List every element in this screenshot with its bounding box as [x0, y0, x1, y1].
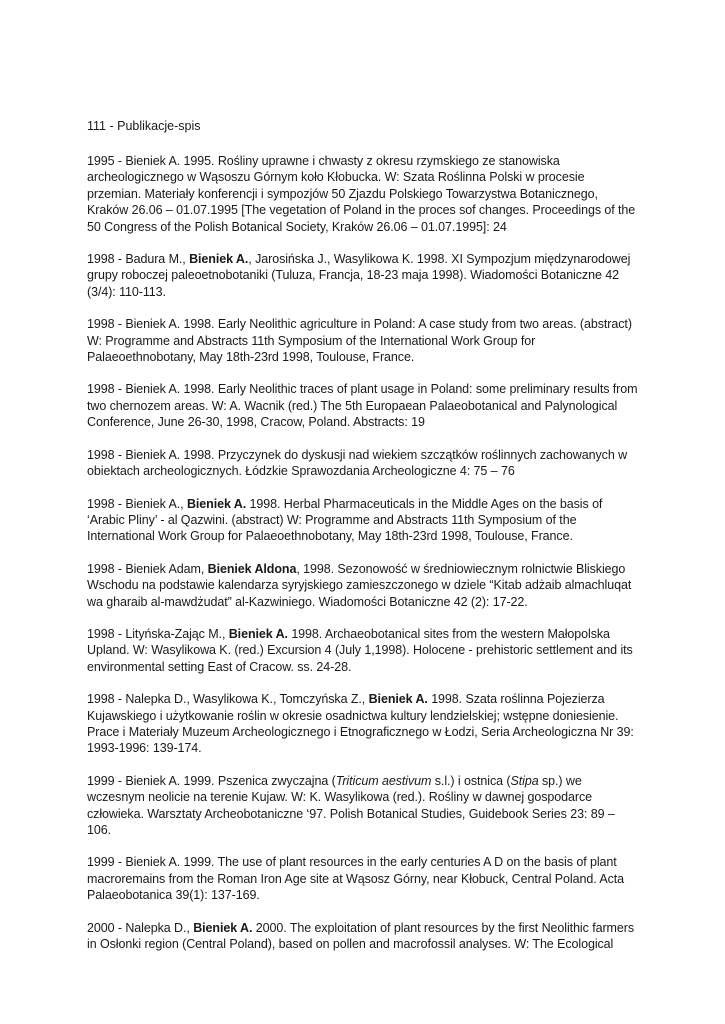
bibliography-entry [87, 626, 639, 675]
entry-text: 1998 - Bieniek Adam, [87, 561, 208, 576]
entry-text: 1995 - Bieniek A. 1995. Rośliny uprawne i chwasty z okresu rzymskiego ze stanowiska archeologicznego w Wąsoszu Górnym koło Kłobucka. W: Szata Roślinna Polski w procesie przemian. Materiały konferencji i sympozjów 50 Zjazdu Polskiego Towarzystwa Botanicznego, Kraków 26.06 – 01.07.1995 [The vegetation of Poland in the proces sof changes. Proceedings of the 50 Congress of the Polish Botanical Society, Kraków 26.06 – 01.07.1995]: 24 [87, 154, 636, 234]
entry-text: 2000. The exploitation of plant resources by the first Neolithic farmers in Osłonki region (Central Poland), based on pollen and macrofossil analyses. W: The Ecological [87, 920, 634, 952]
entry-text: 1998 - Bieniek A. 1998. Przyczynek do dyskusji nad wiekiem szczątków roślinnych zachowanych w obiektach archeologicznych. Łódzkie Sprawozdania Archeologiczne 4: 75 – 76 [87, 447, 628, 479]
bibliography-entry [87, 153, 639, 235]
author-name-bold: Bieniek A. [193, 920, 253, 935]
bibliography-entry [87, 691, 639, 757]
entry-text: , Jarosińska J., Wasylikowa K. 1998. XI Sympozjum międzynarodowej grupy roboczej paleoetnobotaniki (Tuluza, Francja, 18-23 maja 1998). Wiadomości Botaniczne 42 (3/4): 110-113. [87, 252, 631, 299]
bibliography-entry [87, 447, 639, 480]
entry-text: 1998. Archaeobotanical sites from the western Małopolska Upland. W: Wasylikowa K. (red.) Excursion 4 (July 1,1998). Holocene - prehistoric settlement and its environmental setting East of Cracow. ss. 24-28. [87, 626, 633, 674]
entry-text: 1998 - Lityńska-Zając M., [87, 626, 229, 641]
entry-text: 1998 - Bieniek A. 1998. Early Neolithic agriculture in Poland: A case study from two areas. (abstract) W: Programme and Abstracts 11th Symposium of the International Work Group for Palaeoethnobotany, May 18th-23rd 1998, Toulouse, France. [87, 317, 632, 365]
entry-text: 1998 - Bieniek A. 1998. Early Neolithic traces of plant usage in Poland: some preliminary results from two chernozem areas. W: A. Wacnik (red.) The 5th Europaean Palaeobotanical and Palynological Conference, June 26-30, 1998, Cracow, Poland. Abstracts: 19 [87, 382, 638, 430]
entry-text: sp.) we wczesnym neolicie na terenie Kujaw. W: K. Wasylikowa (red.). Rośliny w dawnej gospodarce człowieka. Warsztaty Archeobotaniczne ‘97. Polish Botanical Studies, Guidebook Series 23: 89 – 106. [87, 773, 615, 837]
bibliography-entry [87, 773, 639, 839]
entry-text: 1998 - Bieniek A., [87, 496, 187, 511]
species-name-italic: Triticum aestivum [335, 773, 432, 788]
entry-text: 1998. Herbal Pharmaceuticals in the Middle Ages on the basis of ‘Arabic Pliny’ - al Qazwini. (abstract) W: Programme and Abstracts 11th Symposium of the International Work Group for Palaeoethnobotany, May 18th-23rd 1998, Toulouse, France. [87, 496, 603, 544]
entry-text: 2000 - Nalepka D., [87, 920, 194, 935]
bibliography-entry [87, 381, 639, 430]
bibliography-entry [87, 316, 639, 365]
entry-text: 1999 - Bieniek A. 1999. Pszenica zwyczajna ( [87, 773, 336, 788]
author-name-bold: Bieniek A. [189, 252, 249, 267]
entry-text: 1998. Szata roślinna Pojezierza Kujawskiego i użytkowanie roślin w okresie osadnictwa kultury lendzielskiej; wstępne doniesienie. Prace i Materiały Muzeum Archeologicznego i Etnograficznego w Łodzi, Seria Archeologiczna Nr 39: 1993-1996: 139-174. [87, 692, 634, 756]
entry-text: 1998 - Badura M., [87, 252, 190, 267]
bibliography-entry [87, 561, 639, 610]
bibliography-entry [87, 920, 639, 953]
bibliography-entry [87, 496, 639, 545]
author-name-bold: Bieniek A. [368, 692, 428, 707]
author-name-bold: Bieniek Aldona [207, 561, 297, 576]
entry-text: 1999 - Bieniek A. 1999. The use of plant resources in the early centuries A D on the basis of plant macroremains from the Roman Iron Age site at Wąsosz Górny, near Kłobuck, Central Poland. Acta Palaeobotanica 39(1): 137-169. [87, 855, 625, 903]
species-name-italic: Stipa [510, 773, 539, 788]
entry-text: , 1998. Sezonowość w średniowiecznym rolnictwie Bliskiego Wschodu na podstawie kalendarza syryjskiego zamieszczonego w dziele “Kitab adżaib almachluqat wa gharaib al-mawdżudat” al-Kazwiniego. Wiadomości Botaniczne 42 (2): 17-22. [87, 561, 632, 609]
entry-text: 1998 - Nalepka D., Wasylikowa K., Tomczyńska Z., [87, 692, 369, 707]
bibliography-entry [87, 251, 639, 300]
entry-text: s.l.) i ostnica ( [431, 773, 511, 788]
bibliography-entry [87, 854, 639, 903]
page-heading: 111 - Publikacje-spis [87, 119, 201, 133]
bibliography-list [87, 153, 639, 952]
author-name-bold: Bieniek A. [228, 626, 288, 641]
author-name-bold: Bieniek A. [186, 496, 247, 511]
